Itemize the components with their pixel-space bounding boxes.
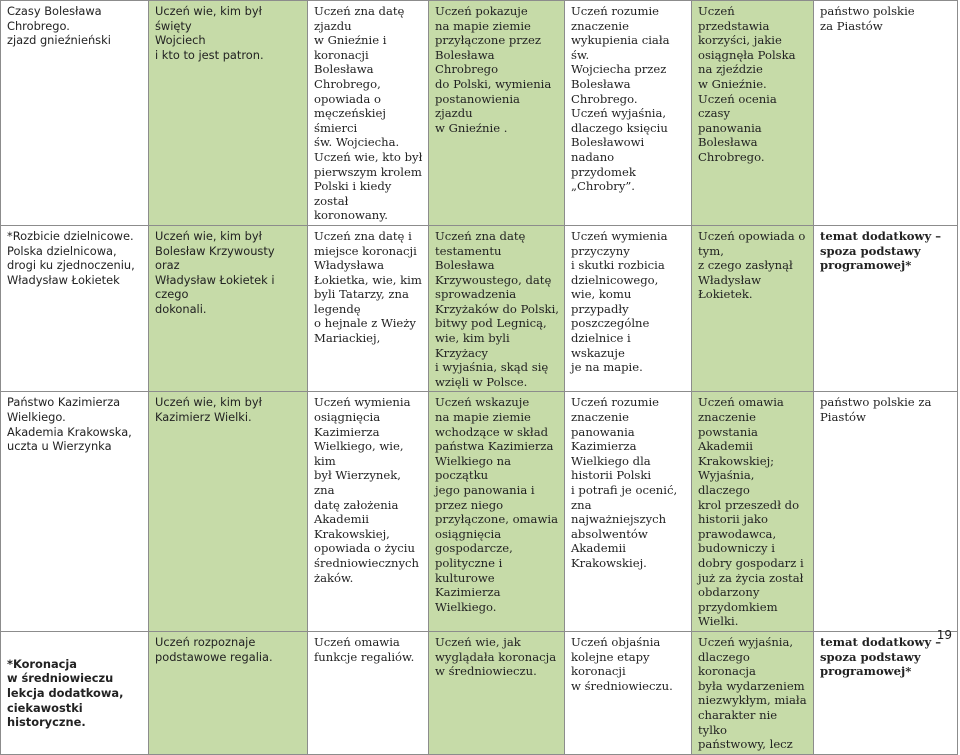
cell-advanced-requirement	[565, 392, 692, 632]
cell-text: Uczeń wskazuje na mapie ziemie wchodzące w skład państwa Kazimierza Wielkiego na początku jego panowania i przez niego przyłączone, omawia osiągnięcia gospodarcze, polityczne i kulturowe Kazimierza Wielkiego.	[435, 395, 559, 614]
cell-text: Państwo Kazimierza Wielkiego. Akademia Krakowska, uczta u Wierzynka	[7, 395, 132, 454]
cell-text: Uczeń zna datę i miejsce koronacji Władysława Łokietka, wie, kim byli Tatarzy, zna legendę o hejnale z Wieży Mariackiej,	[314, 228, 422, 346]
cell-topic	[1, 631, 149, 754]
cell-basic-requirement	[149, 225, 308, 392]
cell-advanced-requirement	[565, 1, 692, 226]
cell-text: państwo polskie za Piastów	[820, 395, 932, 425]
cell-advanced-requirement	[565, 631, 692, 754]
cell-notes	[814, 1, 958, 226]
cell-extended-requirement	[308, 1, 429, 226]
cell-text: Uczeń opowiada o tym, z czego zasłynął Władysław Łokietek.	[698, 228, 806, 302]
cell-intermediate-requirement	[429, 392, 565, 632]
cell-text: Uczeń rozumie znaczenie panowania Kazimierza Wielkiego dla historii Polski i potrafi je ocenić, zna najważniejszych absolwentów Akademii Krakowskiej.	[571, 395, 678, 570]
cell-text: *Koronacja w średniowieczu lekcja dodatkowa, ciekawostki historyczne.	[7, 656, 124, 730]
cell-text: Czasy Bolesława Chrobrego. zjazd gnieźnieński	[7, 4, 111, 48]
cell-notes	[814, 631, 958, 754]
cell-text: Uczeń wie, kim był święty Wojciech i kto to jest patron.	[155, 4, 264, 62]
cell-excellent-requirement	[692, 392, 814, 632]
cell-text: Uczeń zna datę zjazdu w Gnieźnie i koronacji Bolesława Chrobrego, opowiada o męczeńskiej śmierci św. Wojciecha. Uczeń wie, kto był pierwszym krolem Polski i kiedy został koronowany.	[314, 4, 423, 223]
cell-intermediate-requirement	[429, 631, 565, 754]
cell-text: państwo polskie za Piastów	[820, 4, 915, 33]
cell-text: Uczeń przedstawia korzyści, jakie osiągnęła Polska na zjeździe w Gnieźnie. Uczeń ocenia czasy panowania Bolesława Chrobrego.	[698, 4, 796, 164]
cell-excellent-requirement	[692, 225, 814, 392]
cell-basic-requirement	[149, 631, 308, 754]
cell-extended-requirement	[308, 631, 429, 754]
cell-intermediate-requirement	[429, 225, 565, 392]
cell-text: Uczeń pokazuje na mapie ziemie przyłączone przez Bolesława Chrobrego do Polski, wymienia postanowienia zjazdu w Gnieźnie .	[435, 4, 552, 135]
cell-text: temat dodatkowy – spoza podstawy programowej*	[820, 634, 942, 679]
cell-topic	[1, 1, 149, 226]
cell-basic-requirement	[149, 1, 308, 226]
cell-text: Uczeń objaśnia kolejne etapy koronacji w średniowieczu.	[571, 634, 673, 693]
table-row	[1, 392, 958, 632]
cell-text: Uczeń wyjaśnia, dlaczego koronacja była wydarzeniem niezwykłym, miała charakter nie tylko państwowy, lecz	[698, 634, 807, 752]
cell-text: Uczeń omawia znaczenie powstania Akademii Krakowskiej; Wyjaśnia, dlaczego krol przeszedł do historii jako prawodawca, budowniczy i dobry gospodarz i już za życia został obdarzony przydomkiem Wielki.	[698, 395, 804, 629]
cell-excellent-requirement	[692, 631, 814, 754]
cell-text: Uczeń wie, kim był Bolesław Krzywousty oraz Władysław Łokietek i czego dokonali.	[155, 228, 275, 316]
cell-text: *Rozbicie dzielnicowe. Polska dzielnicowa, drogi ku zjednoczeniu, Władysław Łokietek	[7, 228, 135, 287]
cell-text: Uczeń wie, kim był Kazimierz Wielki.	[155, 395, 262, 425]
cell-text: temat dodatkowy – spoza podstawy programowej*	[820, 228, 942, 273]
cell-text: Uczeń rozpoznaje podstawowe regalia.	[155, 634, 273, 664]
table-row	[1, 631, 958, 754]
cell-text: Uczeń rozumie znaczenie wykupienia ciała św. Wojciecha przez Bolesława Chrobrego. Uczeń wyjaśnia, dlaczego księciu Bolesławowi nadano przydomek „Chrobry”.	[571, 4, 670, 194]
cell-text: Uczeń wymienia przyczyny i skutki rozbicia dzielnicowego, wie, komu przypadły poszczególne dzielnice i wskazuje je na mapie.	[571, 228, 668, 375]
cell-excellent-requirement	[692, 1, 814, 226]
cell-extended-requirement	[308, 392, 429, 632]
cell-topic	[1, 392, 149, 632]
table-row	[1, 225, 958, 392]
cell-text: Uczeń zna datę testamentu Bolesława Krzywoustego, datę sprowadzenia Krzyżaków do Polski, bitwy pod Legnicą, wie, kim byli Krzyżacy i wyjaśnia, skąd się wzięli w Polsce.	[435, 228, 559, 389]
cell-topic	[1, 225, 149, 392]
cell-text: Uczeń wymienia osiągnięcia Kazimierza Wielkiego, wie, kim był Wierzynek, zna datę założenia Akademii Krakowskiej, opowiada o życiu średniowiecznych żaków.	[314, 395, 420, 585]
cell-text: Uczeń omawia funkcje regaliów.	[314, 634, 415, 664]
table-row	[1, 1, 958, 226]
cell-advanced-requirement	[565, 225, 692, 392]
cell-intermediate-requirement	[429, 1, 565, 226]
cell-notes	[814, 225, 958, 392]
cell-extended-requirement	[308, 225, 429, 392]
cell-text: Uczeń wie, jak wyglądała koronacja w średniowieczu.	[435, 634, 557, 679]
page-number: 19	[936, 628, 952, 642]
cell-notes	[814, 392, 958, 632]
cell-basic-requirement	[149, 392, 308, 632]
